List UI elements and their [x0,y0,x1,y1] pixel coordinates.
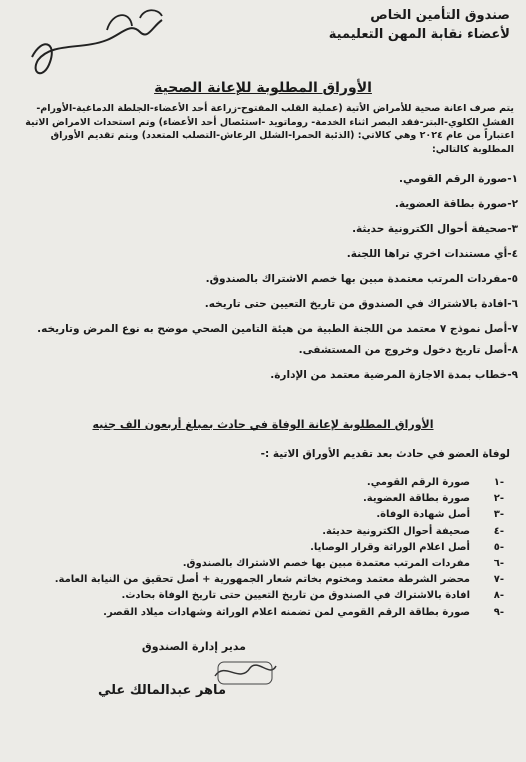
list-item: ٩-خطاب بمدة الاجازة المرضية معتمد من الإدارة. [270,369,518,381]
item-number: -٨ [493,590,504,602]
item-number: -٤ [493,525,504,537]
list-item [14,492,504,505]
list-item [14,573,504,586]
signatory-name: ماهر عبدالمالك علي [97,683,226,698]
intro-paragraph: يتم صرف اعانة صحية للأمراض الأتية (عملية القلب المفتوح-زراعة أحد الأعضاء-الجلطة الدماغية-الأورام-الفشل الكلوي-البتر-فقد البصر اثناء الخدمة- روماتويد -استئصال أحد الأعضاء) وتم استحداث الامراض الاتية اعتباراً من عام ٢٠٢٤ وهي كالاتي: (الذئبة الحمرا-الشلل الرعاش-التصلب المتعدد) ويتم تقديم الأوراق المطلوبة كالتالي: [25,103,514,155]
list-item: ١-صورة الرقم القومي. [398,173,518,185]
item-number: -٦ [493,557,504,569]
union-name: لأعضاء نقابة المهن التعليمية [328,27,510,42]
list-item: ٨-أصل تاريخ دخول وخروج من المستشفى. [298,344,518,356]
list-item [14,541,504,554]
section-title-death-grant: الأوراق المطلوبة لإعانة الوفاة في حادث بمبلغ أربعون الف جنيه [92,418,434,431]
list-item [14,476,504,489]
item-text: صورة بطاقة الرقم القومي لمن تضمنه اعلام الوراثة وشهادات ميلاد القصر. [103,606,470,618]
item-text: مفردات المرتب معتمدة مبين بها خصم الاشتراك بالصندوق. [182,557,470,569]
item-number: -١ [493,477,504,488]
list-item: ٧-أصل نموذج ٧ معتمد من اللجنة الطبية من هيئة التامين الصحي موضح به نوع المرض وتاريخه. [37,323,518,335]
item-text: صحيفة أحوال الكترونية حديثة. [322,525,470,537]
item-number: -٣ [493,509,504,521]
letterhead [329,8,510,42]
item-text: صورة الرقم القومي. [366,477,470,488]
page-title: الأوراق المطلوبة للإعانة الصحية [154,80,372,96]
item-number: -٧ [493,574,504,586]
item-number: -٥ [493,541,504,553]
list-item: ٥-مفردات المرتب معتمدة مبين بها خصم الاشتراك بالصندوق. [205,273,518,285]
stamp-scribble [210,656,280,688]
list-item [14,525,504,538]
list-item [14,589,504,602]
list-item [14,557,504,570]
item-text: أصل شهادة الوفاة. [376,509,470,521]
item-number: -٩ [493,606,504,618]
health-documents-list [10,172,518,393]
list-item: ٣-صحيفة أحوال الكترونية حديثة. [352,223,518,235]
item-text: محضر الشرطة معتمد ومختوم بخاتم شعار الجمهورية + أصل تحقيق من النيابة العامة. [54,574,470,586]
item-number: -٢ [493,493,504,505]
item-text: أصل اعلام الوراثة وقرار الوصايا. [310,541,470,553]
list-item [14,606,504,619]
fund-name: صندوق التأمين الخاص [370,8,510,23]
list-item: ٤-أي مستندات اخري تراها اللجنة. [346,248,518,260]
list-item: ٢-صورة بطاقة العضوية. [394,198,518,210]
death-documents-list [14,476,504,622]
section-subtitle: لوفاة العضو في حادث بعد تقديم الأوراق الاتية :- [260,448,510,460]
list-item: ٦-افادة بالاشتراك في الصندوق من تاريخ التعيين حتى تاريخه. [204,298,518,310]
signatory-role: مدير إدارة الصندوق [141,640,246,653]
handwritten-signature [12,2,182,92]
item-text: صورة بطاقة العضوية. [363,493,470,505]
item-text: افادة بالاشتراك في الصندوق من تاريخ التعيين حتى تاريخ الوفاة بحادث. [121,590,470,602]
list-item [14,508,504,521]
